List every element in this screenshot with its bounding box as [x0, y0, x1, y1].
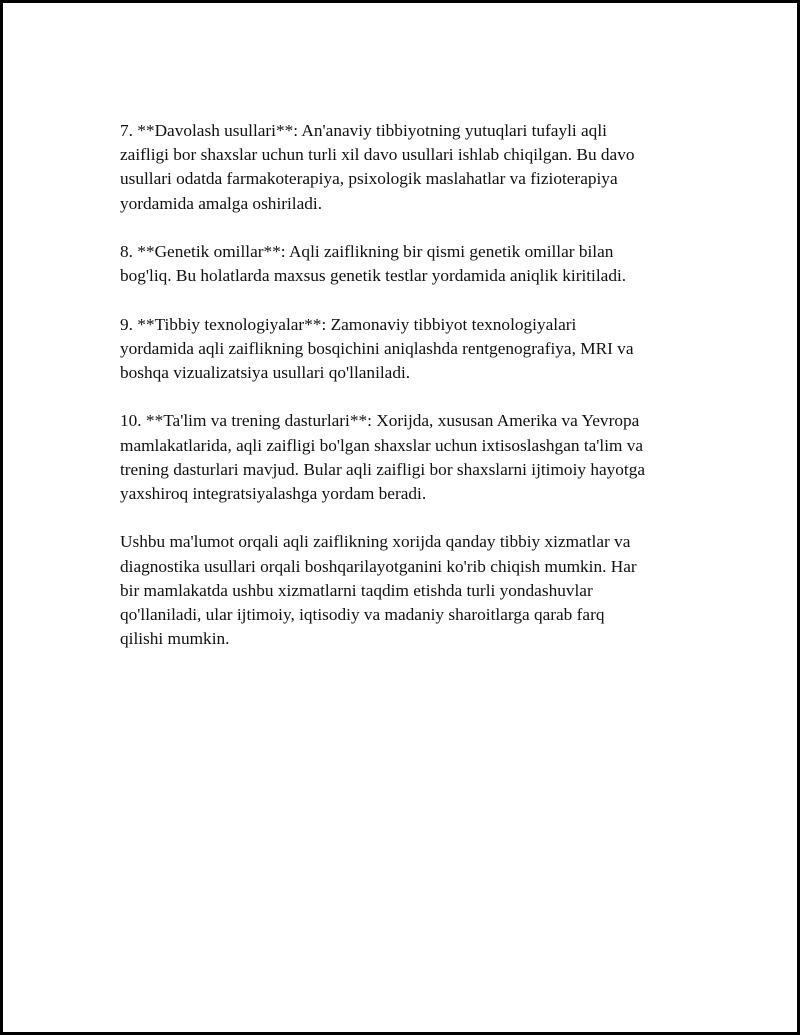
paragraph-davolash-usullari: [120, 119, 700, 216]
paragraph-conclusion: [120, 530, 700, 651]
text-line: 9. **Tibbiy texnologiyalar**: Zamonaviy tibbiyot texnologiyalari: [120, 314, 577, 334]
text-line: yaxshiroq integratsiyalashga yordam beradi.: [120, 484, 427, 503]
text-line: 8. **Genetik omillar**: Aqli zaiflikning bir qismi genetik omillar bilan: [120, 242, 614, 261]
text-line: qo'llaniladi, ular ijtimoiy, iqtisodiy va madaniy sharoitlarga qarab farq: [120, 605, 605, 624]
text-line: bir mamlakatda ushbu xizmatlarni taqdim etishda turli yondashuvlar: [120, 580, 593, 600]
text-line: mamlakatlarida, aqli zaifligi bo'lgan shaxslar uchun ixtisoslashgan ta'lim va: [120, 435, 644, 455]
text-line: diagnostika usullari orqali boshqarilayotganini ko'rib chiqish mumkin. Har: [120, 556, 637, 576]
text-line: Ushbu ma'lumot orqali aqli zaiflikning xorijda qanday tibbiy xizmatlar va: [120, 532, 631, 552]
text-line: 10. **Ta'lim va trening dasturlari**: Xorijda, xususan Amerika va Yevropa: [120, 411, 640, 431]
paragraph-talim-trening: [120, 409, 700, 506]
text-line: bog'liq. Bu holatlarda maxsus genetik testlar yordamida aniqlik kiritiladi.: [120, 266, 627, 286]
text-line: yordamida aqli zaiflikning bosqichini aniqlashda rentgenografiya, MRI va: [120, 338, 634, 358]
text-line: usullari odatda farmakoterapiya, psixologik maslahatlar va fizioterapiya: [120, 169, 618, 189]
text-line: trening dasturlari mavjud. Bular aqli zaifligi bor shaxslarni ijtimoiy hayotga: [120, 459, 646, 479]
text-line: 7. **Davolash usullari**: An'anaviy tibbiyotning yutuqlari tufayli aqli: [120, 121, 607, 140]
paragraph-genetik-omillar: [120, 240, 700, 288]
text-line: yordamida amalga oshiriladi.: [120, 193, 323, 213]
document-body: [120, 119, 700, 676]
text-line: zaifligi bor shaxslar uchun turli xil davo usullari ishlab chiqilgan. Bu davo: [120, 145, 635, 165]
paragraph-tibbiy-texnologiyalar: [120, 313, 700, 386]
text-line: boshqa vizualizatsiya usullari qo'llaniladi.: [120, 363, 411, 382]
text-line: qilishi mumkin.: [120, 629, 230, 649]
